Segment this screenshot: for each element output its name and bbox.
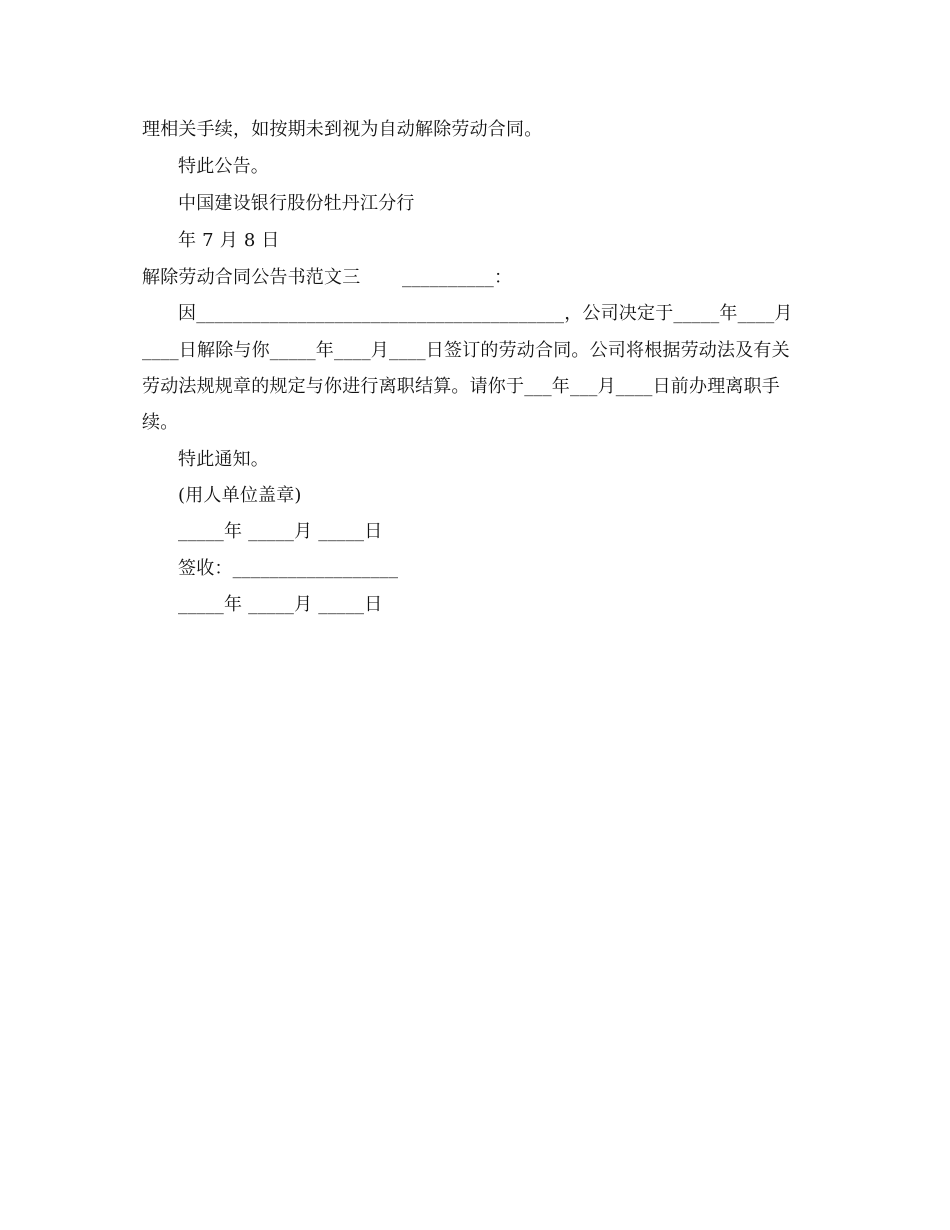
text-notice-closing: 特此通知。 bbox=[178, 449, 269, 470]
sign-receipt-line: 签收：__________________ bbox=[178, 558, 399, 579]
paragraph-line-2: ____日解除与你_____年____月____日签订的劳动合同。公司将根据劳动法及有关 bbox=[142, 340, 790, 361]
text-issue-date: 年 7 月 8 日 bbox=[178, 230, 280, 251]
paragraph-line-3: 劳动法规规章的规定与你进行离职结算。请你于___年___月____日前办理离职手 bbox=[142, 376, 780, 397]
text-line-continuation: 理相关手续，如按期未到视为自动解除劳动合同。 bbox=[142, 119, 543, 140]
paragraph-line-1: 因________________________________________，公司决定于_____年____月 bbox=[178, 303, 793, 324]
date-blank-2: _____年 _____月 _____日 bbox=[178, 594, 383, 615]
text-seal-placeholder: (用人单位盖章) bbox=[178, 485, 302, 506]
paragraph-line-4: 续。 bbox=[142, 412, 179, 433]
text-announcement-closing: 特此公告。 bbox=[178, 156, 269, 177]
section-title: 解除劳动合同公告书范文三 bbox=[142, 267, 361, 288]
date-blank-1: _____年 _____月 _____日 bbox=[178, 521, 383, 542]
recipient-blank: __________： bbox=[402, 267, 513, 288]
text-issuer: 中国建设银行股份牡丹江分行 bbox=[178, 193, 415, 214]
